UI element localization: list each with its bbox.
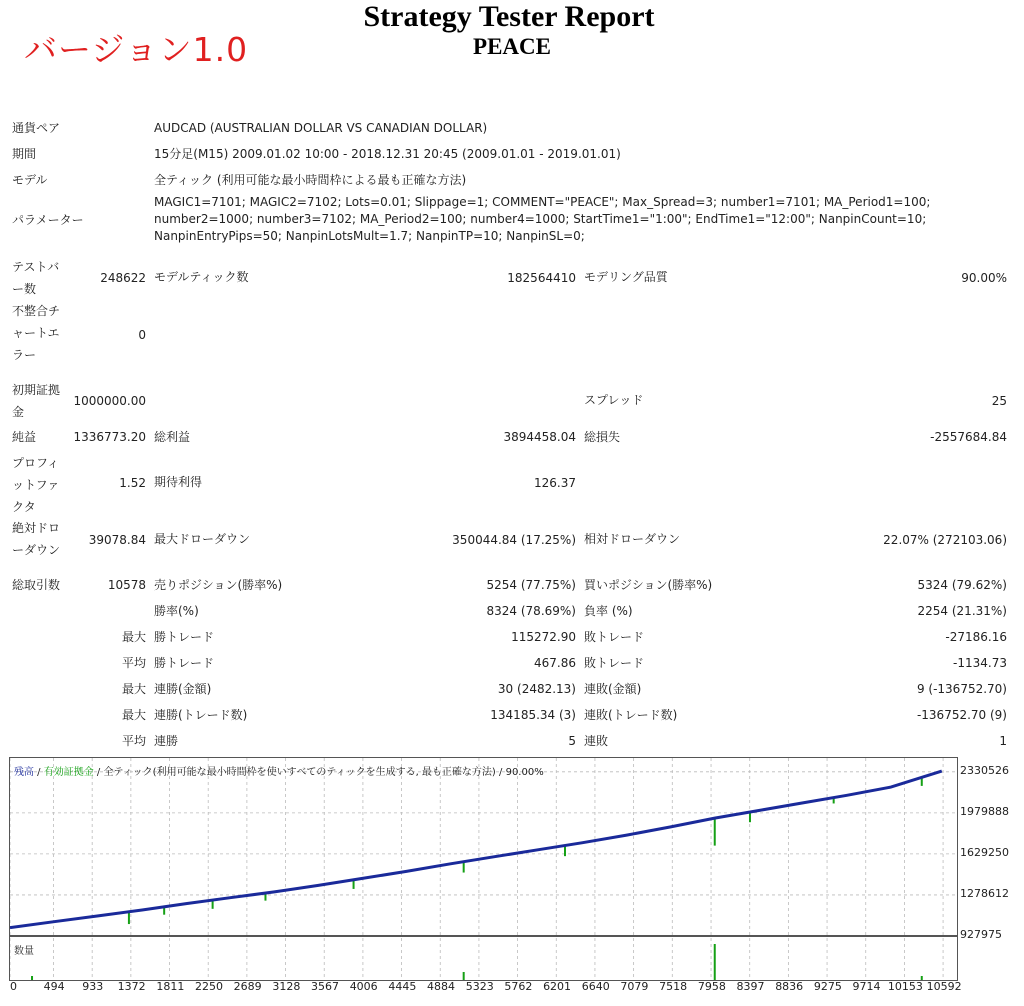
expected-label: 期待利得 bbox=[154, 475, 203, 489]
balance-chart-svg bbox=[10, 758, 957, 980]
win-value: 8324 (78.69%) bbox=[486, 604, 576, 618]
x-tick-label: 10153 bbox=[887, 980, 923, 993]
cons-loss-cnt-value: -136752.70 (9) bbox=[916, 708, 1007, 722]
quality-value: 90.00% bbox=[961, 271, 1007, 285]
balance-chart bbox=[9, 757, 958, 981]
max-loss-label: 敗トレード bbox=[584, 630, 645, 644]
spread-label: スプレッド bbox=[584, 393, 644, 407]
long-value: 5324 (79.62%) bbox=[917, 578, 1007, 592]
x-tick-label: 3567 bbox=[311, 980, 340, 993]
pair-label: 通貨ペア bbox=[12, 121, 61, 135]
x-tick-label: 1372 bbox=[117, 980, 146, 993]
x-tick-label: 4445 bbox=[388, 980, 417, 993]
abs-dd-value: 39078.84 bbox=[88, 533, 146, 547]
max-dd-value: 350044.84 (17.25%) bbox=[452, 533, 576, 547]
rel-dd-value: 22.07% (272103.06) bbox=[883, 533, 1007, 547]
report-title: Strategy Tester Report bbox=[363, 0, 655, 33]
params-value: MAGIC1=7101; MAGIC2=7102; Lots=0.01; Slippage=1; COMMENT="PEACE"; Max_Spread=3; number1=7101; MA_Period1=100; number2=1000; number3=7102; MA_Period2=100; number4=1000; StartTime1="1:00"; EndTime1="12:00"; NanpinCount=10; NanpinEntryPips=50; NanpinLotsMult=1.7; NanpinTP=10; NanpinSL=0; bbox=[154, 195, 931, 243]
errors-label: 不整合チャートエラー bbox=[12, 304, 61, 362]
bars-label: テストバー数 bbox=[12, 260, 60, 296]
max-dd-label: 最大ドローダウン bbox=[154, 532, 251, 546]
model-value: 全ティック (利用可能な最小時間枠による最も正確な方法) bbox=[154, 173, 467, 187]
x-tick-label: 9275 bbox=[813, 980, 842, 993]
cons-loss-cnt-label: 連敗(トレード数) bbox=[584, 708, 678, 722]
ticks-label: モデルティック数 bbox=[154, 270, 249, 284]
x-tick-label: 933 bbox=[82, 980, 104, 993]
x-tick-label: 8397 bbox=[736, 980, 765, 993]
x-tick-label: 7079 bbox=[620, 980, 649, 993]
x-tick-label: 7518 bbox=[659, 980, 688, 993]
gross-loss-label: 総損失 bbox=[584, 430, 621, 444]
cons-loss-amt-label: 連敗(金額) bbox=[584, 682, 642, 696]
bars-value: 248622 bbox=[100, 271, 146, 285]
expected-value: 126.37 bbox=[534, 476, 576, 490]
gross-profit-value: 3894458.04 bbox=[503, 430, 576, 444]
pair-value: AUDCAD (AUSTRALIAN DOLLAR VS CANADIAN DOLLAR) bbox=[154, 121, 488, 135]
legend-balance: 残高 bbox=[14, 767, 34, 778]
legend-quality: 90.00% bbox=[505, 767, 544, 778]
x-tick-label: 5762 bbox=[504, 980, 533, 993]
cons-win-cnt-value: 134185.34 (3) bbox=[490, 708, 576, 722]
x-tick-label: 10592 bbox=[926, 980, 962, 993]
x-tick-label: 494 bbox=[43, 980, 65, 993]
avg-loss-label: 敗トレード bbox=[584, 656, 645, 670]
pf-label: プロフィットファクタ bbox=[12, 456, 60, 514]
avg-cons-win-value: 5 bbox=[568, 734, 576, 748]
win-label: 勝率(%) bbox=[154, 604, 199, 618]
trades-value: 10578 bbox=[107, 578, 146, 592]
avg-cons-loss-value: 1 bbox=[999, 734, 1007, 748]
trades-label: 総取引数 bbox=[12, 578, 61, 592]
x-tick-label: 8836 bbox=[775, 980, 804, 993]
legend-sep-1: / bbox=[34, 767, 44, 778]
max-word-3: 最大 bbox=[121, 708, 146, 722]
version-label: バージョン1.0 bbox=[24, 30, 249, 69]
abs-dd-label: 絶対ドローダウン bbox=[12, 521, 61, 557]
avg-win-value: 467.86 bbox=[534, 656, 576, 670]
short-label: 売りポジション(勝率%) bbox=[154, 578, 283, 592]
period-value: 15分足(M15) 2009.01.02 10:00 - 2018.12.31 20:45 (2009.01.01 - 2019.01.01) bbox=[154, 147, 621, 161]
max-win-label: 勝トレード bbox=[154, 630, 215, 644]
legend-sep-3: / bbox=[495, 767, 506, 778]
gross-loss-value: -2557684.84 bbox=[930, 430, 1007, 444]
params-label: パラメーター bbox=[12, 213, 84, 227]
quality-label: モデリング品質 bbox=[584, 270, 668, 284]
max-win-value: 115272.90 bbox=[511, 630, 576, 644]
x-tick-label: 2250 bbox=[195, 980, 223, 993]
errors-value: 0 bbox=[138, 328, 146, 342]
cons-win-amt-label: 連勝(金額) bbox=[154, 682, 212, 696]
ticks-value: 182564410 bbox=[507, 271, 576, 285]
x-tick-label: 3128 bbox=[272, 980, 301, 993]
spread-value: 25 bbox=[991, 394, 1007, 408]
volume-label: 数量 bbox=[14, 946, 34, 957]
cons-win-cnt-label: 連勝(トレード数) bbox=[154, 708, 248, 722]
balance-line bbox=[10, 771, 942, 928]
y-tick-label: 1278612 bbox=[960, 886, 1009, 900]
short-value: 5254 (77.75%) bbox=[486, 578, 576, 592]
x-tick-label: 6640 bbox=[581, 980, 610, 993]
avg-cons-loss-label: 連敗 bbox=[584, 734, 609, 748]
rel-dd-label: 相対ドローダウン bbox=[584, 532, 681, 546]
x-tick-label: 2689 bbox=[233, 980, 262, 993]
max-word-2: 最大 bbox=[121, 682, 146, 696]
net-label: 純益 bbox=[12, 430, 37, 444]
loss-label: 負率 (%) bbox=[584, 604, 633, 618]
x-tick-label: 4006 bbox=[349, 980, 378, 993]
avg-cons-win-label: 連勝 bbox=[154, 734, 179, 748]
legend-sep-2: / bbox=[93, 767, 104, 778]
legend-equity: 有効証拠金 bbox=[43, 767, 94, 778]
legend-model: 全ティック(利用可能な最小時間枠を使いすべてのティックを生成する, 最も正確な方法) bbox=[103, 767, 496, 778]
period-label: 期間 bbox=[12, 147, 37, 161]
cons-loss-amt-value: 9 (-136752.70) bbox=[916, 682, 1007, 696]
max-word-1: 最大 bbox=[121, 630, 146, 644]
y-tick-label: 927975 bbox=[960, 928, 1002, 941]
cons-win-amt-value: 30 (2482.13) bbox=[497, 682, 576, 696]
x-tick-label: 5323 bbox=[465, 980, 494, 993]
avg-word-2: 平均 bbox=[121, 734, 146, 748]
y-tick-label: 2330526 bbox=[960, 763, 1009, 777]
x-tick-label: 7958 bbox=[697, 980, 726, 993]
pf-value: 1.52 bbox=[119, 476, 146, 490]
long-label: 買いポジション(勝率%) bbox=[584, 578, 713, 592]
model-label: モデル bbox=[12, 173, 48, 187]
net-value: 1336773.20 bbox=[73, 430, 146, 444]
max-loss-value: -27186.16 bbox=[945, 630, 1007, 644]
avg-loss-value: -1134.73 bbox=[953, 656, 1007, 670]
y-tick-label: 1979888 bbox=[960, 804, 1009, 818]
deposit-label: 初期証拠金 bbox=[12, 383, 61, 419]
avg-win-label: 勝トレード bbox=[154, 656, 215, 670]
x-tick-label: 1811 bbox=[156, 980, 185, 993]
chart-legend bbox=[14, 763, 544, 778]
loss-value: 2254 (21.31%) bbox=[917, 604, 1007, 618]
gross-profit-label: 総利益 bbox=[154, 430, 191, 444]
x-tick-label: 0 bbox=[10, 980, 17, 993]
y-tick-label: 1629250 bbox=[960, 845, 1009, 859]
x-tick-label: 6201 bbox=[543, 980, 572, 993]
report-subtitle: PEACE bbox=[473, 34, 551, 59]
x-tick-label: 4884 bbox=[427, 980, 456, 993]
x-tick-label: 9714 bbox=[852, 980, 881, 993]
deposit-value: 1000000.00 bbox=[73, 394, 146, 408]
avg-word-1: 平均 bbox=[121, 656, 146, 670]
